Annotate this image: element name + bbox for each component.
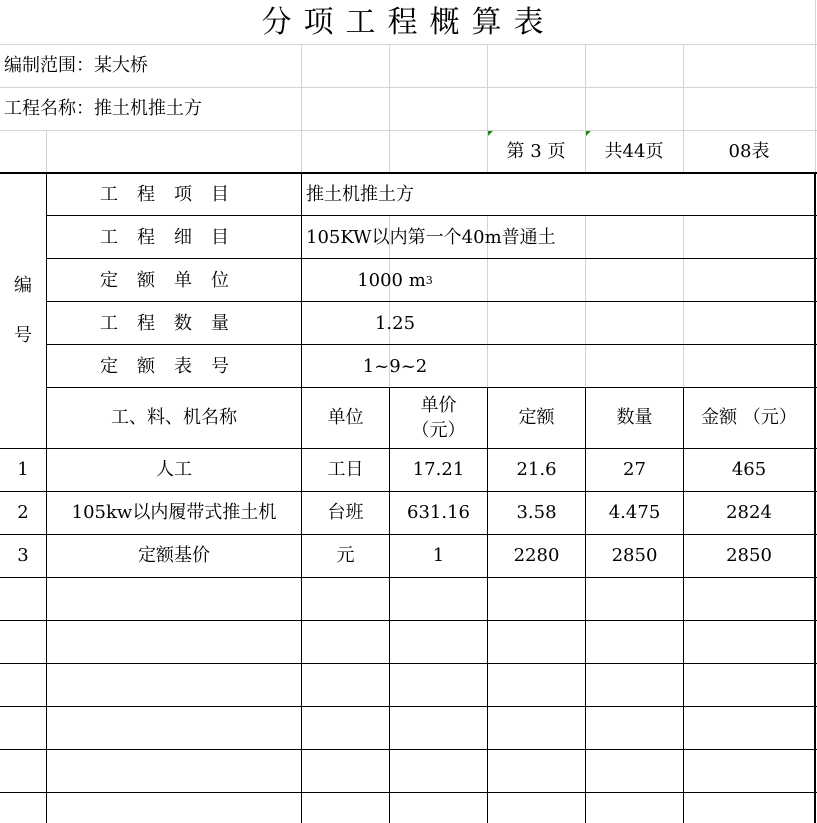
col-header-name: 工、料、机名称 xyxy=(111,407,237,428)
quota-unit-value xyxy=(302,259,488,302)
row-amount: 2850 xyxy=(726,545,772,566)
row-price: 1 xyxy=(432,545,445,566)
row-unit: 工日 xyxy=(327,459,364,480)
row-unit: 元 xyxy=(336,545,355,566)
row-name: 105kw以内履带式推土机 xyxy=(71,502,277,523)
total-pages: 共44页 xyxy=(604,140,664,162)
page-title: 分项工程概算表 xyxy=(261,5,556,40)
row-quantity: 2850 xyxy=(611,545,658,566)
col-header-unit: 单位 xyxy=(327,407,364,428)
row-quantity: 27 xyxy=(623,459,646,480)
page-number: 第 3 页 xyxy=(506,140,566,162)
project-detail-value: 105KW以内第一个40m普通土 xyxy=(306,226,556,248)
quota-unit-sup: 3 xyxy=(425,273,433,287)
project-item-value: 推土机推土方 xyxy=(306,183,414,205)
quota-table-value: 1~9~2 xyxy=(362,355,428,377)
row-quantity: 4.475 xyxy=(608,502,661,523)
row-price: 17.21 xyxy=(412,459,465,480)
scope-label: 编制范围：某大桥 xyxy=(4,54,148,76)
quota-unit-label: 定额单位 xyxy=(100,269,248,291)
row-unit: 台班 xyxy=(327,502,364,523)
col-header-price-line2: （元） xyxy=(411,420,466,441)
col-header-price xyxy=(390,388,487,448)
project-name-label: 工程名称：推土机推土方 xyxy=(4,97,202,119)
table-number: 08表 xyxy=(728,140,770,162)
col-header-quota: 定额 xyxy=(518,407,555,428)
row-amount: 465 xyxy=(731,459,767,480)
row-number: 3 xyxy=(17,545,29,566)
quota-table-label: 定额表号 xyxy=(100,355,248,377)
project-quantity-value: 1.25 xyxy=(374,312,416,334)
project-quantity-label: 工程数量 xyxy=(100,312,248,334)
row-amount: 2824 xyxy=(726,502,772,523)
quota-unit-text: 1000 m xyxy=(357,269,426,291)
row-price: 631.16 xyxy=(407,502,470,523)
row-number: 1 xyxy=(17,459,29,480)
project-item-label: 工程项目 xyxy=(100,183,248,205)
row-name: 人工 xyxy=(156,459,192,480)
row-number: 2 xyxy=(17,502,29,523)
project-detail-label: 工程细目 xyxy=(100,226,248,248)
col-header-quantity: 数量 xyxy=(616,407,653,428)
row-quota: 21.6 xyxy=(516,459,557,480)
col-header-price-line1: 单价 xyxy=(420,395,457,416)
row-quota: 3.58 xyxy=(516,502,557,523)
row-quota: 2280 xyxy=(513,545,560,566)
index-header-bottom: 号 xyxy=(14,324,32,346)
index-header xyxy=(0,173,46,448)
col-header-amount: 金额 （元） xyxy=(701,407,797,428)
index-header-top: 编 xyxy=(14,274,32,296)
row-name: 定额基价 xyxy=(138,545,210,566)
